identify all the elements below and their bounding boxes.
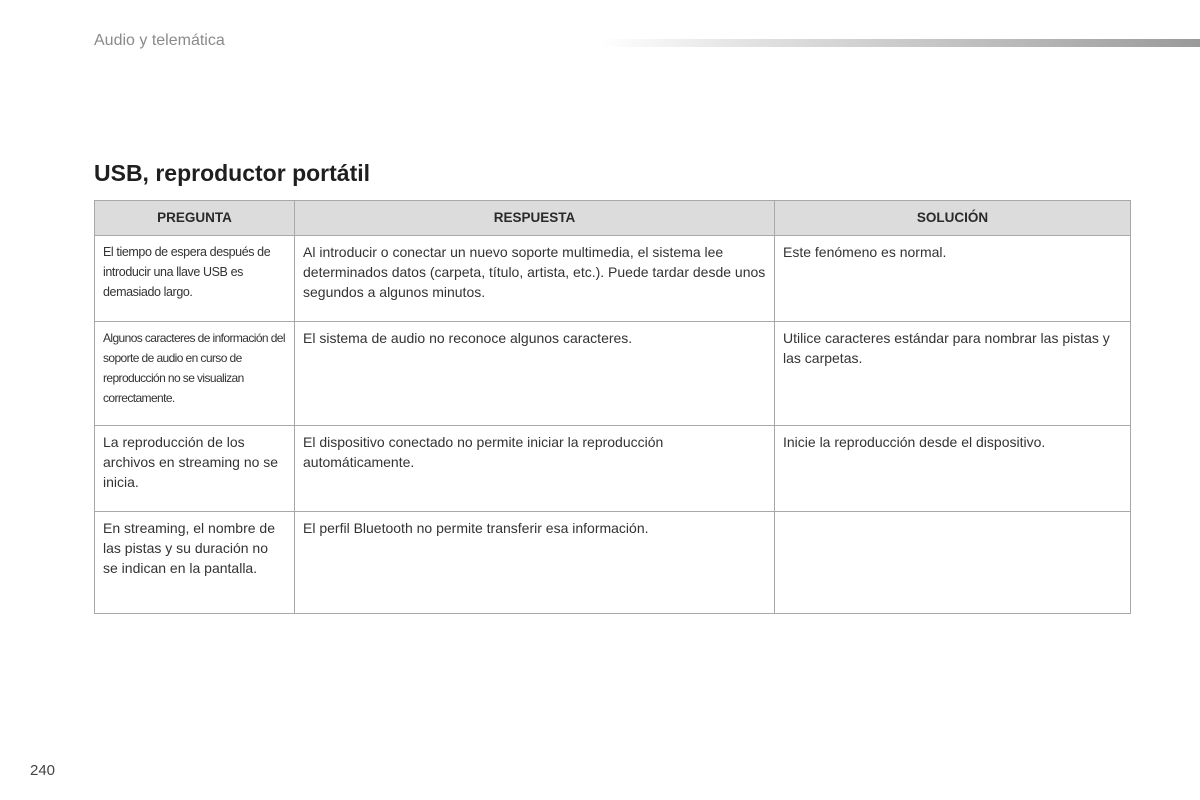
table-row [95, 426, 1131, 512]
header-gradient-bar [600, 39, 1200, 47]
cell-solucion [775, 512, 1131, 614]
table-row [95, 512, 1131, 614]
column-header-solucion: SOLUCIÓN [775, 201, 1131, 236]
cell-respuesta: El dispositivo conectado no permite iniciar la reproducción automáticamente. [295, 426, 775, 512]
cell-pregunta: Algunos caracteres de información del soporte de audio en curso de reproducción no se visualizan correctamente. [95, 322, 295, 426]
cell-solucion: Inicie la reproducción desde el dispositivo. [775, 426, 1131, 512]
table-row [95, 236, 1131, 322]
cell-pregunta: En streaming, el nombre de las pistas y su duración no se indican en la pantalla. [95, 512, 295, 614]
cell-solucion: Utilice caracteres estándar para nombrar las pistas y las carpetas. [775, 322, 1131, 426]
column-header-pregunta: PREGUNTA [95, 201, 295, 236]
cell-solucion: Este fenómeno es normal. [775, 236, 1131, 322]
cell-pregunta: El tiempo de espera después de introducir una llave USB es demasiado largo. [95, 236, 295, 322]
table-row [95, 322, 1131, 426]
cell-respuesta: El perfil Bluetooth no permite transferir esa información. [295, 512, 775, 614]
cell-respuesta: Al introducir o conectar un nuevo soporte multimedia, el sistema lee determinados datos (carpeta, título, artista, etc.). Puede tardar desde unos segundos a algunos minutos. [295, 236, 775, 322]
faq-table [94, 200, 1131, 614]
column-header-respuesta: RESPUESTA [295, 201, 775, 236]
chapter-title: Audio y telemática [94, 32, 225, 49]
section-title: USB, reproductor portátil [94, 160, 371, 186]
cell-respuesta: El sistema de audio no reconoce algunos caracteres. [295, 322, 775, 426]
table-header-row [95, 201, 1131, 236]
page-number: 240 [30, 762, 56, 779]
cell-pregunta: La reproducción de los archivos en streaming no se inicia. [95, 426, 295, 512]
